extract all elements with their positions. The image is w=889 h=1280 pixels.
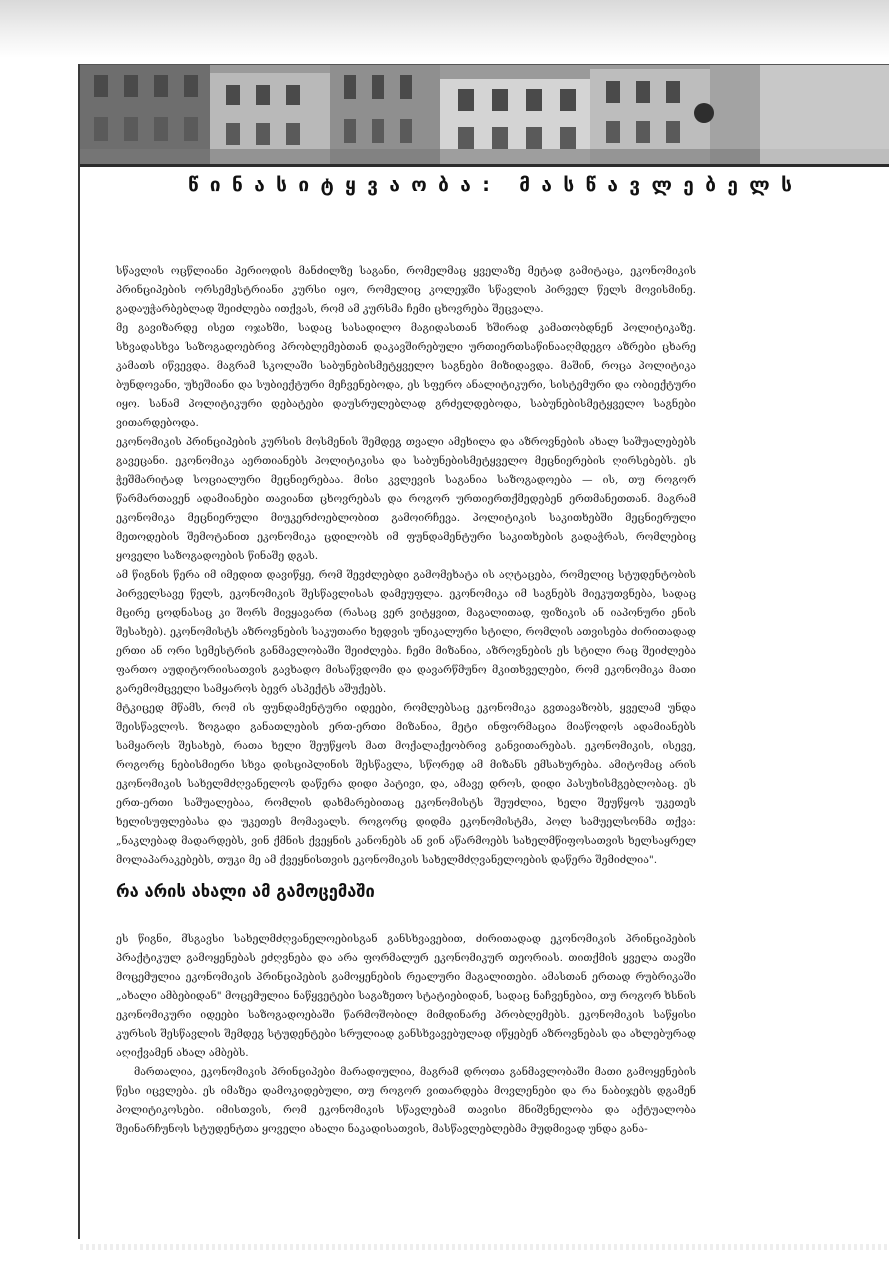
scan-top-shade xyxy=(0,0,889,58)
header-underline xyxy=(80,164,889,167)
street-sign xyxy=(694,103,714,123)
whats-new-text-block xyxy=(116,930,696,1139)
header-city-photo xyxy=(80,64,889,165)
paragraph: ამ წიგნის წერა იმ იმედით დავიწყე, რომ შევძლებდი გამომეხატა ის აღტაცება, რომელიც სტუდენტობის პირველსავე წელს, ეკონომიკის შესწავლისას დამეუფლა. ეკონომიკა იმ საგნებს მიეკუთვნება, სადაც მცირე ცოდნასაც კი შორს მივყავართ (რასაც ვერ ვიტყვით, მაგალითად, ფიზიკის ან იაპონური ენის შესახებ). ეკონომისტს აზროვნების საკუთარი ხედვის უნიკალური სტილი, რომლის ათვისება ძირითადად ერთი ან ორი სემესტრის განმავლობაში შეიძლება. ჩემი მიზანია, აზროვნების ეს სტილი რაც შეიძლება ფართო აუდიტორიისათვის გავხადო მისაწვდომი და დავარწმუნო მკითხველები, რომ ეკონომიკა მათი გარემომცველი სამყაროს ბევრ ასპექტს აშუქებს. xyxy=(116,569,696,695)
subheading-whats-new: რა არის ახალი ამ გამოცემაში xyxy=(116,882,375,901)
page-margin-line xyxy=(78,64,80,1239)
light-glare xyxy=(760,65,889,165)
preface-text-block xyxy=(116,262,696,870)
paragraph: მტკიცედ მწამს, რომ ის ფუნდამენტური იდეები, რომლებსაც ეკონომიკა გვთავაზობს, ყველამ უნდა შეისწავლოს. ზოგადი განათლების ერთ-ერთი მიზანია, მეტი ინფორმაცია მიაწოდოს ადამიანებს სამყაროს შესახებ, რათა ხელი შეუწყოს მათ მოქალაქეობრივ განვითარებას. ეკონომიკის, ისევე, როგორც ნებისმიერი სხვა დისციპლინის შესწავლა, სწორედ ამ მიზანს ემსახურება. ამიტომაც არის ეკონომიკის სახელმძღვანელოს დაწერა დიდი პატივი, და, ამავე დროს, დიდი პასუხისმგებლობაც. ეს ერთ-ერთი საშუალებაა, რომლის დახმარებითაც ეკონომისტს შეუძლია, ხელი შეუწყოს უკეთეს ხელისუფლებასა და უკეთეს მომავალს. როგორც დიდმა ეკონომისტმა, პოლ სამუელსონმა თქვა: „ნაკლებად მადარდებს, ვინ ქმნის ქვეყნის კანონებს ან ვინ აწარმოებს სახელმწიფოსათვის ხელსაყრელ მოლაპარაკებებს, თუკი მე ამ ქვეყნისთვის ეკონომიკის სახელმძღვანელოების დაწერა შემიძლია". xyxy=(116,702,696,866)
scan-bottom-noise xyxy=(80,1244,889,1250)
building-facades-illustration xyxy=(80,65,889,165)
paragraph: სწავლის ოცწლიანი პერიოდის მანძილზე საგანი, რომელმაც ყველაზე მეტად გამიტაცა, ეკონომიკის პრინციპების ორსემესტრიანი კურსი იყო, რომელიც კოლეჯში სწავლის პირველ წელს მოვისმინე. გადაუჭარბებლად შეიძლება ითქვას, რომ ამ კურსმა ჩემი ცხოვრება შეცვალა. xyxy=(116,265,696,315)
paragraph: ეკონომიკის პრინციპების კურსის მოსმენის შემდეგ თვალი ამეხილა და აზროვნების ახალ საშუალებებს გავეცანი. ეკონომიკა აერთიანებს პოლიტიკისა და საბუნებისმეტყველო მეცნიერების ღირსებებს. ეს ჭეშმარიტად სოციალური მეცნიერებაა. მისი კვლევის საგანია საზოგადოება — ის, თუ როგორ წარმართავენ ადამიანები თავიანთ ცხოვრებას და როგორ ურთიერთქმედებენ ერთმანეთთან. მაგრამ ეკონომიკა მეცნიერული მიუკერძოებლობით გამოირჩევა. პოლიტიკის საკითხებში მეცნიერული მეთოდების შემოტანით ეკონომიკა ცდილობს იმ ფუნდამენტური საკითხების გადაჭრას, რომლებიც ყოველი საზოგადოების წინაშე დგას. xyxy=(116,436,696,562)
paragraph: მართალია, ეკონომიკის პრინციპები მარადიულია, მაგრამ დროთა განმავლობაში მათი გამოყენების წესი იცვლება. ეს იმაზეა დამოკიდებული, თუ როგორ ვითარდება მოვლენები და რა ნაბიჯებს დგამენ პოლიტიკოსები. იმისთვის, რომ ეკონომიკის სწავლებამ თავისი მნიშვნელობა და აქტუალობა შეინარჩუნოს სტუდენტთა ყოველი ახალი ნაკადისათვის, მასწავლებლებმა მუდმივად უნდა განა- xyxy=(116,1066,696,1135)
paragraph: ეს წიგნი, მსგავსი სახელმძღვანელოებისგან განსხვავებით, ძირითადად ეკონომიკის პრინციპების პრაქტიკულ გამოყენებას ეძღვნება და არა ფორმალურ ეკონომიკურ თეორიას. თითქმის ყველა თავში მოცემულია ეკონომიკის პრინციპების გამოყენების რეალური მაგალითები. ამასთან ერთად რუბრიკაში „ახალი ამბებიდან" მოცემულია ნაწყვეტები საგაზეთო სტატიებიდან, სადაც ნაჩვენებია, თუ როგორ ხსნის ეკონომიკური იდეები საზოგადოებაში წარმოშობილ მიმდინარე პრობლემებს. ეკონომიკის საწყისი კურსის შესწავლის შემდეგ სტუდენტები სრულიად განსხვავებულად იწყებენ აზროვნებას და ახლებურად აღიქვამენ ახალ ამბებს. xyxy=(116,933,696,1059)
section-title: წინასიტყვაობა: მასწავლებელს xyxy=(188,174,804,196)
paragraph: მე გავიზარდე ისეთ ოჯახში, სადაც სასადილო მაგიდასთან ხშირად კამათობდნენ პოლიტიკაზე. სხვადასხვა საზოგადოებრივ პრობლემებთან დაკავშირებული ურთიერთსაწინააღმდეგო აზრები ცხარე კამათს იწვევდა. მაგრამ სკოლაში საბუნებისმეტყველო საგნები მიზიდავდა. მაშინ, როცა პოლიტიკა ბუნდოვანი, უხეშიანი და სუბიექტური მეჩვენებოდა, ეს სფერო ანალიტიკური, სისტემური და ობიექტური იყო. სანამ პოლიტიკური დებატები დაუსრულებლად გრძელდებოდა, საბუნებისმეტყველო საგნები ვითარდებოდა. xyxy=(116,322,696,429)
